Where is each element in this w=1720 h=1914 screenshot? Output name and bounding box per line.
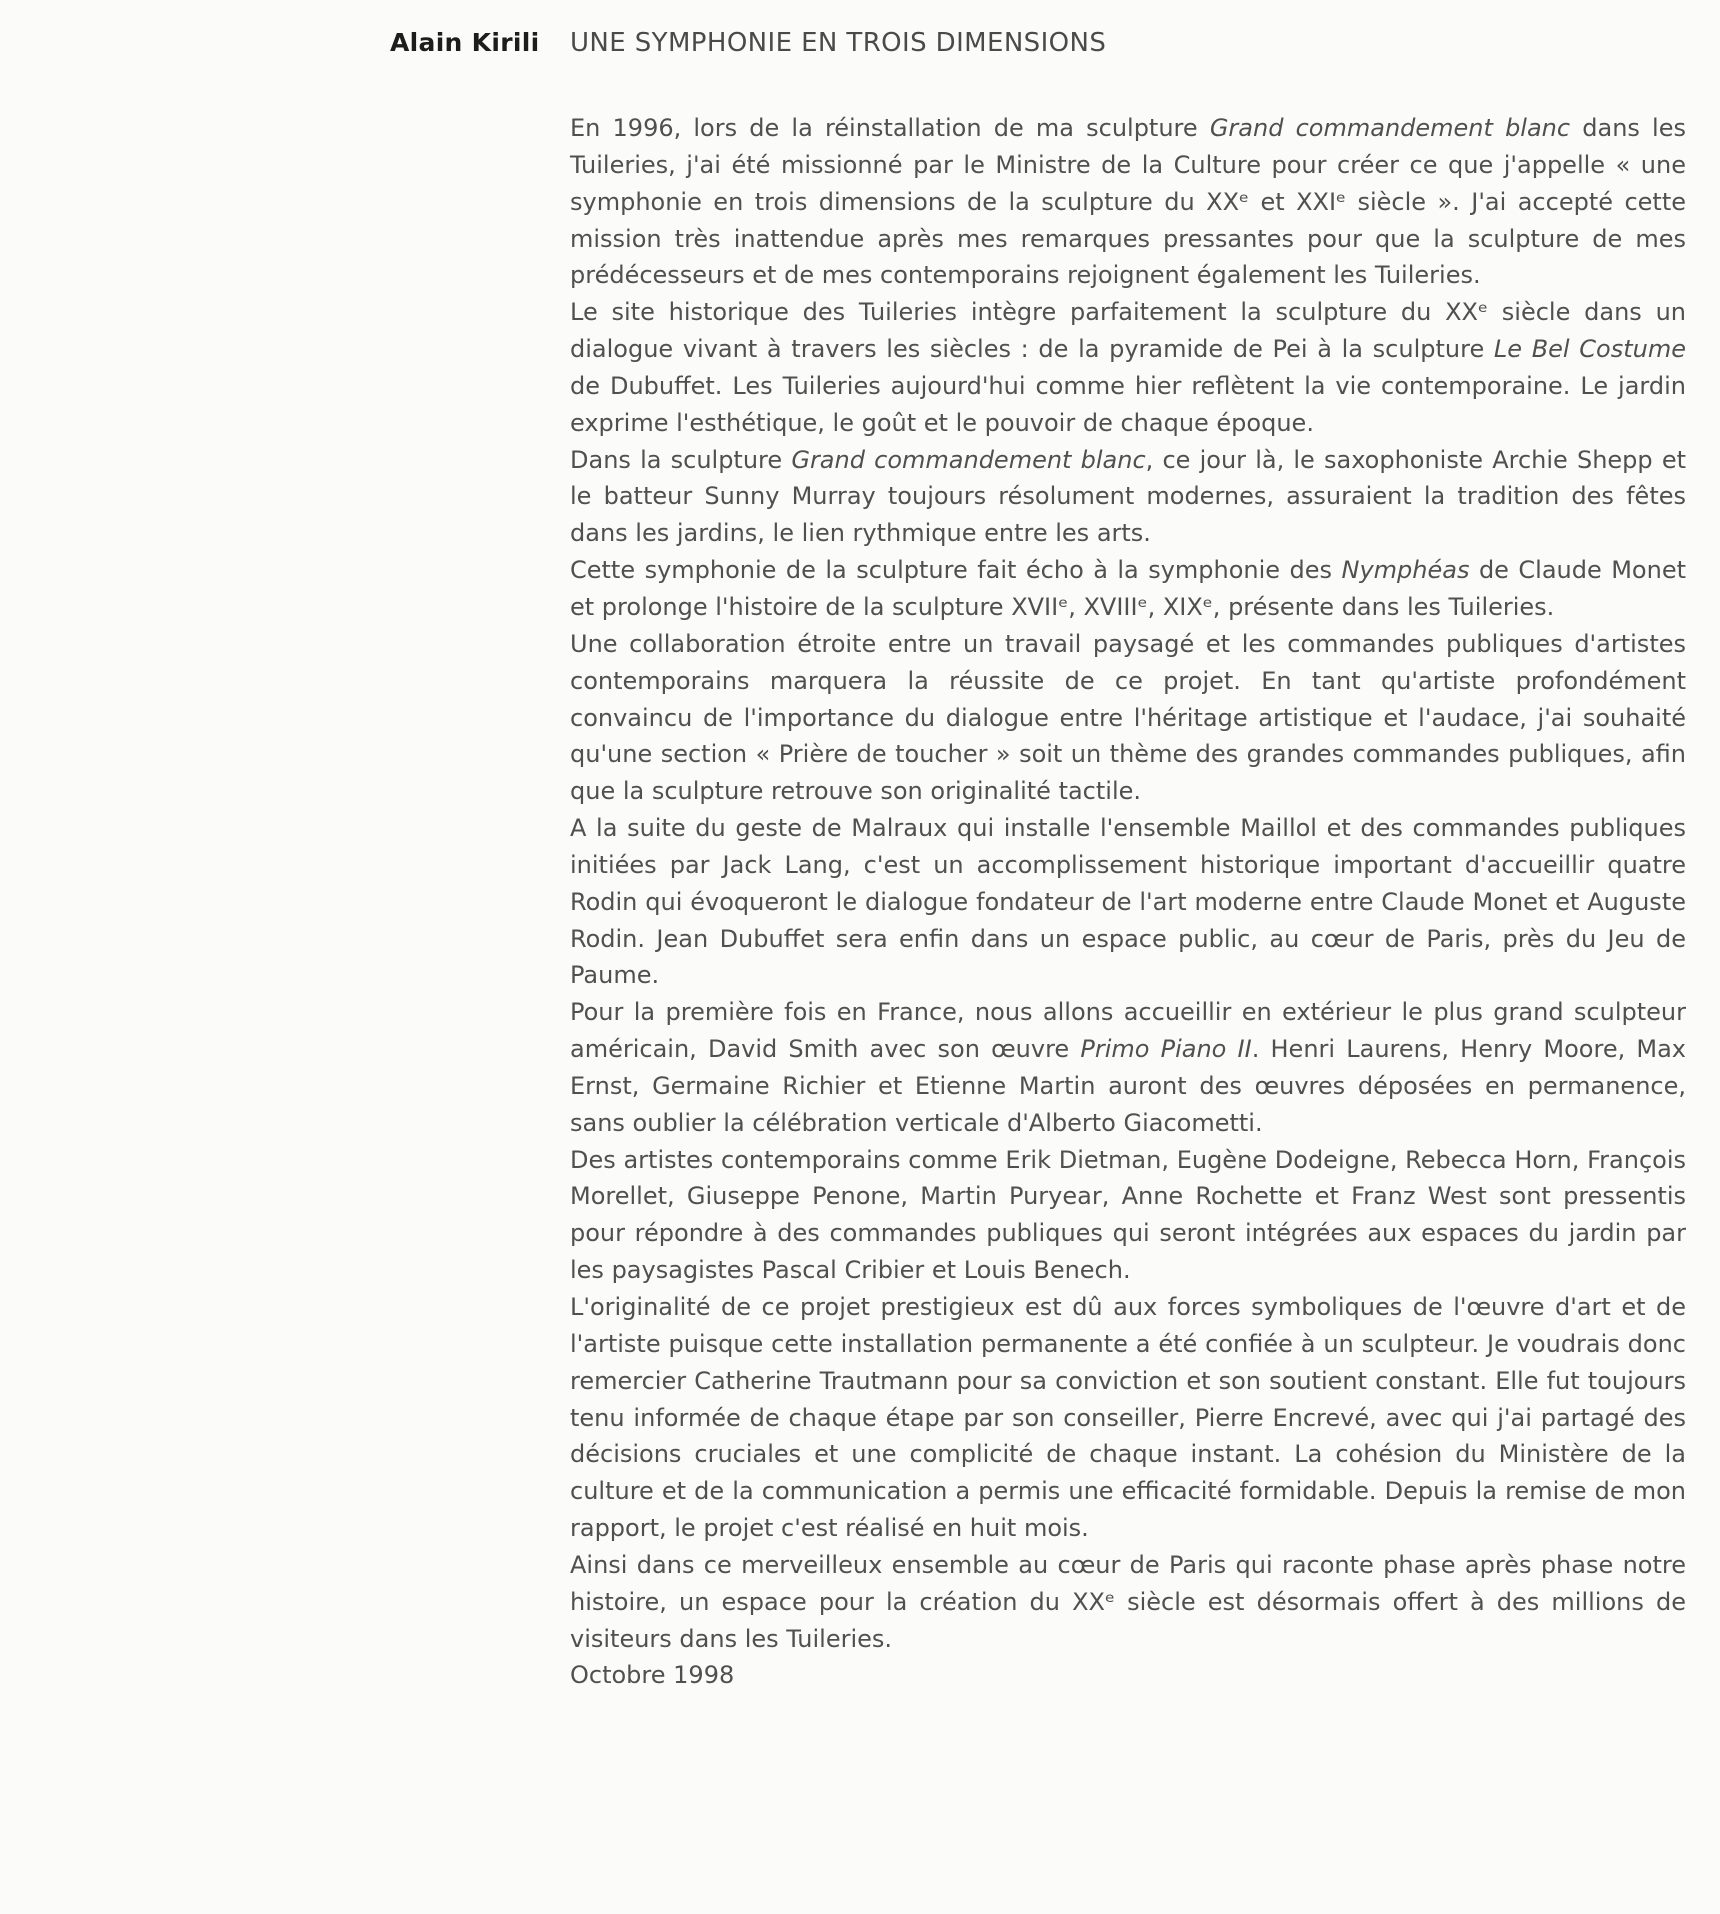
article-date: Octobre 1998 bbox=[570, 1661, 735, 1689]
author-name: Alain Kirili bbox=[390, 28, 540, 57]
text-run: , ce jour là, le saxophoniste Archie Shepp et le batteur Sunny Murray toujours résolument modernes, assuraient la tradition des fêtes dans les jardins, le lien rythmique entre les arts. bbox=[570, 445, 1687, 548]
italic-title: Grand commandement blanc bbox=[791, 445, 1146, 474]
article-title: UNE SYMPHONIE EN TROIS DIMENSIONS bbox=[570, 28, 1107, 58]
italic-title: Primo Piano II bbox=[1080, 1035, 1252, 1064]
text-run: En 1996, lors de la réinstallation de ma sculpture bbox=[570, 114, 1210, 142]
text-run: de Dubuffet. Les Tuileries aujourd'hui comme hier reflètent la vie contemporaine. Le jardin exprime l'esthétique, le goût et le pouvoir de chaque époque. bbox=[570, 371, 1686, 437]
paragraph bbox=[570, 1547, 1686, 1658]
text-run: Pour la première fois en France, nous allons accueillir en extérieur le plus grand sculpteur américain, David Smith avec son œuvre bbox=[570, 998, 1686, 1064]
text-run: Une collaboration étroite entre un travail paysagé et les commandes publiques d'artistes contemporains marquera la réussite de ce projet. En tant qu'artiste profondément convaincu de l'importance du dialogue entre l'héritage artistique et l'audace, j'ai souhaité qu'une section « Prière de toucher » soit un thème des grandes commandes publiques, afin que la sculpture retrouve son originalité tactile. bbox=[570, 629, 1686, 806]
paragraph bbox=[570, 810, 1686, 994]
italic-title: Grand commandement blanc bbox=[1209, 114, 1571, 142]
italic-title: Nymphéas bbox=[1341, 556, 1470, 585]
italic-title: Le Bel Costume bbox=[1493, 335, 1686, 364]
article-body bbox=[570, 110, 1686, 1657]
paragraph bbox=[570, 1142, 1686, 1289]
text-run: de Claude Monet et prolonge l'histoire de la sculpture XVIIᵉ, XVIIIᵉ, XIXᵉ, présente dans les Tuileries. bbox=[570, 556, 1686, 621]
paragraph bbox=[570, 442, 1686, 553]
paragraph bbox=[570, 110, 1686, 294]
text-run: Le site historique des Tuileries intègre parfaitement la sculpture du XXᵉ siècle dans un dialogue vivant à travers les siècles : de la pyramide de Pei à la sculpture bbox=[570, 298, 1686, 364]
paragraph bbox=[570, 994, 1686, 1141]
text-run: Cette symphonie de la sculpture fait écho à la symphonie des bbox=[570, 556, 1342, 585]
paragraph bbox=[570, 294, 1686, 441]
paragraph bbox=[570, 626, 1686, 810]
text-run: Ainsi dans ce merveilleux ensemble au cœur de Paris qui raconte phase après phase notre histoire, un espace pour la création du XXᵉ siècle est désormais offert à des millions de visiteurs dans les Tuileries. bbox=[570, 1550, 1686, 1653]
text-run: . Henri Laurens, Henry Moore, Max Ernst, Germaine Richier et Etienne Martin auront des œuvres déposées en permanence, sans oublier la célébration verticale d'Alberto Giacometti. bbox=[570, 1035, 1687, 1137]
text-run: L'originalité de ce projet prestigieux est dû aux forces symboliques de l'œuvre d'art et de l'artiste puisque cette installation permanente a été confiée à un sculpteur. Je voudrais donc remercier Catherine Trautmann pour sa conviction et son soutient constant. Elle fut toujours tenu informée de chaque étape par son conseiller, Pierre Encrevé, avec qui j'ai partagé des décisions cruciales et une complicité de chaque instant. La cohésion du Ministère de la culture et de la communication a permis une efficacité formidable. Depuis la remise de mon rapport, le projet c'est réalisé en huit mois. bbox=[570, 1293, 1686, 1543]
paragraph bbox=[570, 552, 1686, 626]
text-run: A la suite du geste de Malraux qui installe l'ensemble Maillol et des commandes publiques initiées par Jack Lang, c'est un accomplissement historique important d'accueillir quatre Rodin qui évoqueront le dialogue fondateur de l'art moderne entre Claude Monet et Auguste Rodin. Jean Dubuffet sera enfin dans un espace public, au cœur de Paris, près du Jeu de Paume. bbox=[570, 814, 1686, 990]
paragraph bbox=[570, 1289, 1686, 1547]
text-run: Dans la sculpture bbox=[570, 445, 792, 474]
text-run: Des artistes contemporains comme Erik Dietman, Eugène Dodeigne, Rebecca Horn, François Morellet, Giuseppe Penone, Martin Puryear, Anne Rochette et Franz West sont pressentis pour répondre à des commandes publiques qui seront intégrées aux espaces du jardin par les paysagistes Pascal Cribier et Louis Benech. bbox=[570, 1145, 1686, 1285]
text-run: dans les Tuileries, j'ai été missionné par le Ministre de la Culture pour créer ce que j'appelle « une symphonie en trois dimensions de la sculpture du XXᵉ et XXIᵉ siècle ». J'ai accepté cette mission très inattendue après mes remarques pressantes pour que la sculpture de mes prédécesseurs et de mes contemporains rejoignent également les Tuileries. bbox=[570, 114, 1686, 290]
